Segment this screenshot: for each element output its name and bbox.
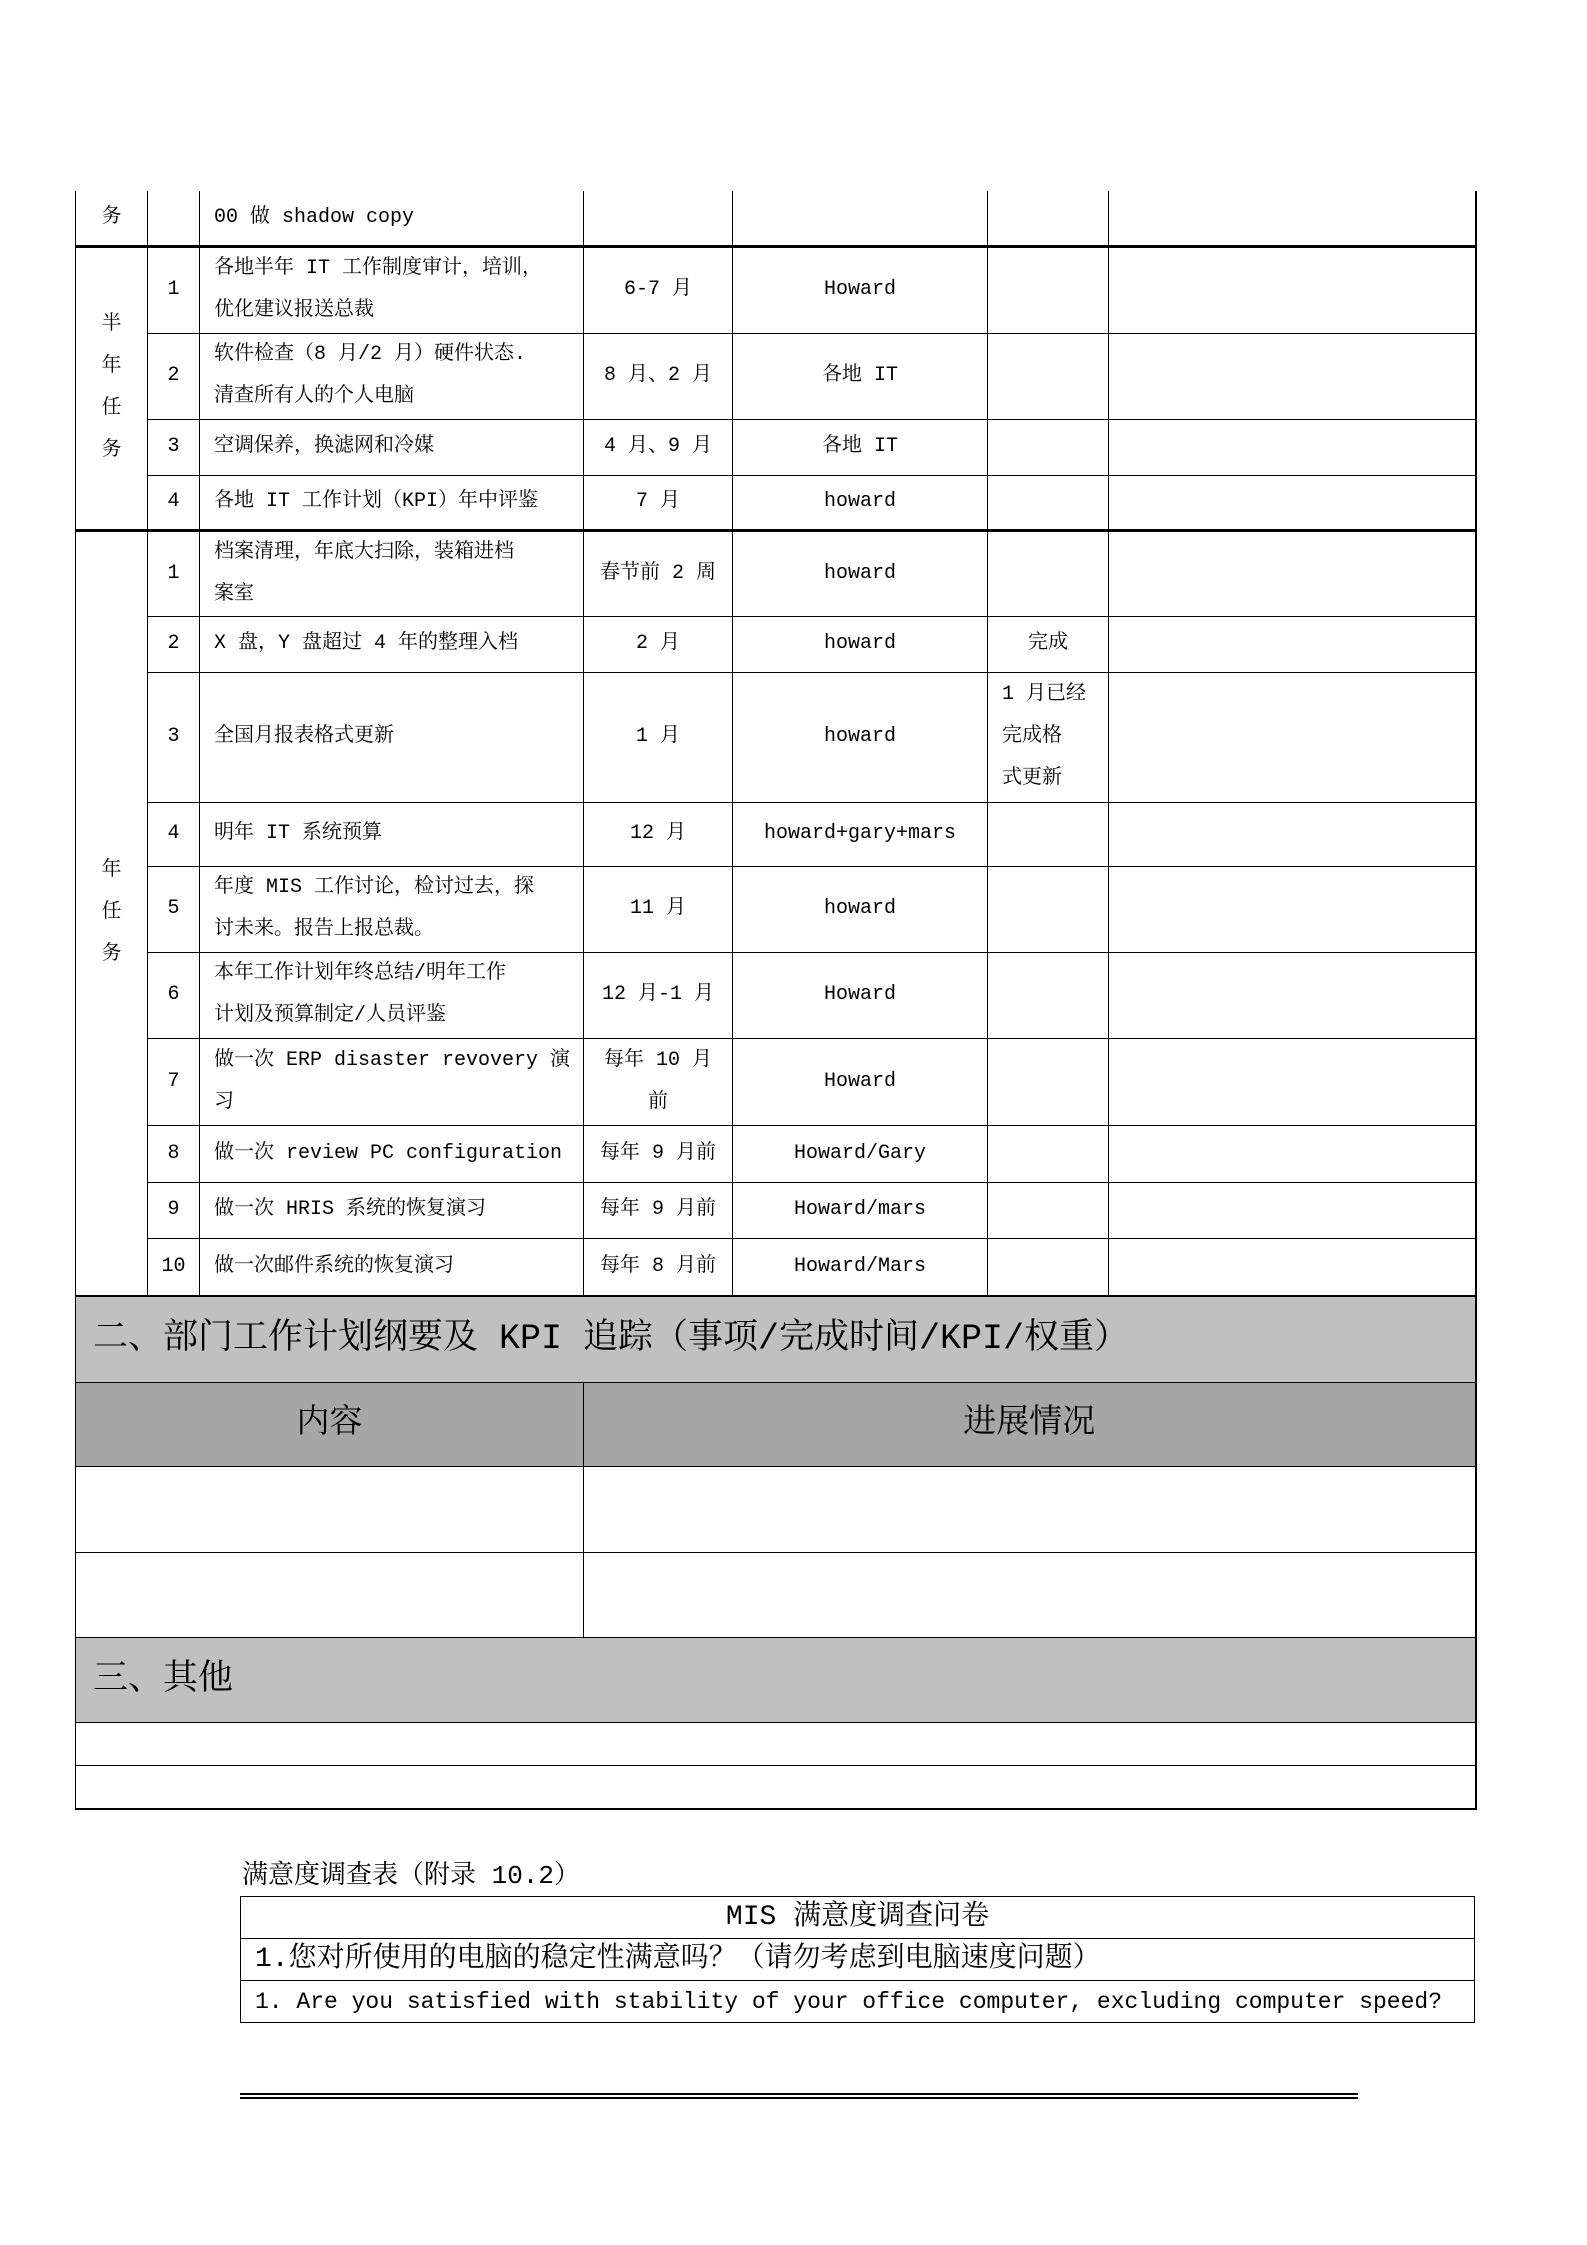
- note-cell: [1109, 1038, 1476, 1125]
- owner-cell: howard: [733, 672, 988, 802]
- other-cell: [76, 1765, 1476, 1809]
- task-cell: 各地半年 IT 工作制度审计，培训， 优化建议报送总裁: [200, 246, 584, 333]
- time-cell: 每年 8 月前: [584, 1238, 733, 1296]
- task-cell: 空调保养，换滤网和冷媒: [200, 419, 584, 475]
- owner-cell: [733, 191, 988, 246]
- table-row: [241, 1897, 1475, 1939]
- table-row: [76, 1765, 1476, 1809]
- table-row: [76, 419, 1476, 475]
- time-cell: 7 月: [584, 475, 733, 530]
- note-cell: [1109, 952, 1476, 1038]
- status-cell: [988, 246, 1109, 333]
- item-number-cell: 4: [148, 802, 200, 866]
- time-cell: 每年 9 月前: [584, 1182, 733, 1238]
- progress-cell: [584, 1466, 1476, 1552]
- note-cell: [1109, 1238, 1476, 1296]
- item-number-cell: 3: [148, 419, 200, 475]
- table-row: [76, 475, 1476, 530]
- time-cell: [584, 191, 733, 246]
- survey-caption: 满意度调查表（附录 10.2）: [242, 1861, 581, 1891]
- time-cell: 4 月、9 月: [584, 419, 733, 475]
- status-cell: [988, 475, 1109, 530]
- item-number-cell: 7: [148, 1038, 200, 1125]
- status-cell: [988, 802, 1109, 866]
- owner-cell: Howard/Gary: [733, 1125, 988, 1182]
- time-cell: 12 月-1 月: [584, 952, 733, 1038]
- task-cell: 做一次 ERP disaster revovery 演 习: [200, 1038, 584, 1125]
- category-label: 年任务: [101, 859, 122, 967]
- owner-cell: Howard: [733, 246, 988, 333]
- owner-cell: Howard/Mars: [733, 1238, 988, 1296]
- note-cell: [1109, 802, 1476, 866]
- table-row: [76, 1466, 1476, 1552]
- item-number-cell: [148, 191, 200, 246]
- status-cell: [988, 333, 1109, 419]
- column-header-progress: 进展情况: [584, 1382, 1476, 1466]
- section-heading: 二、部门工作计划纲要及 KPI 追踪（事项/完成时间/KPI/权重）: [76, 1296, 1476, 1382]
- item-number-cell: 1: [148, 246, 200, 333]
- note-cell: [1109, 1125, 1476, 1182]
- table-row: [76, 802, 1476, 866]
- category-label: 务: [101, 205, 122, 229]
- table-row: [241, 1981, 1475, 2023]
- column-header-content: 内容: [76, 1382, 584, 1466]
- status-cell: [988, 419, 1109, 475]
- table-row: [76, 246, 1476, 333]
- owner-cell: howard: [733, 866, 988, 952]
- note-cell: [1109, 616, 1476, 672]
- table-row: [76, 1038, 1476, 1125]
- item-number-cell: 2: [148, 333, 200, 419]
- task-cell: 做一次邮件系统的恢复演习: [200, 1238, 584, 1296]
- task-cell: 各地 IT 工作计划（KPI）年中评鉴: [200, 475, 584, 530]
- note-cell: [1109, 672, 1476, 802]
- item-number-cell: 9: [148, 1182, 200, 1238]
- time-cell: 每年 10 月 前: [584, 1038, 733, 1125]
- table-row: [76, 530, 1476, 616]
- owner-cell: 各地 IT: [733, 419, 988, 475]
- owner-cell: 各地 IT: [733, 333, 988, 419]
- survey-table: [240, 1896, 1475, 2023]
- item-number-cell: 6: [148, 952, 200, 1038]
- owner-cell: howard: [733, 530, 988, 616]
- table-row: [76, 191, 1476, 246]
- table-row: [76, 1637, 1476, 1722]
- owner-cell: Howard: [733, 952, 988, 1038]
- section-heading: 三、其他: [76, 1637, 1476, 1722]
- survey-question-en: 1. Are you satisfied with stability of your office computer, excluding computer speed?: [241, 1981, 1475, 2023]
- table-row: [76, 1296, 1476, 1382]
- note-cell: [1109, 1182, 1476, 1238]
- table-row: [76, 1182, 1476, 1238]
- table-row: [76, 1552, 1476, 1637]
- task-cell: X 盘，Y 盘超过 4 年的整理入档: [200, 616, 584, 672]
- status-cell: 1 月已经 完成格 式更新: [988, 672, 1109, 802]
- owner-cell: Howard/mars: [733, 1182, 988, 1238]
- time-cell: 每年 9 月前: [584, 1125, 733, 1182]
- table-row: [76, 333, 1476, 419]
- table-row: [241, 1939, 1475, 1981]
- task-cell: 档案清理，年底大扫除，装箱进档 案室: [200, 530, 584, 616]
- survey-title: MIS 满意度调查问卷: [241, 1897, 1475, 1939]
- item-number-cell: 10: [148, 1238, 200, 1296]
- time-cell: 12 月: [584, 802, 733, 866]
- task-cell: 本年工作计划年终总结/明年工作 计划及预算制定/人员评鉴: [200, 952, 584, 1038]
- item-number-cell: 2: [148, 616, 200, 672]
- status-cell: [988, 952, 1109, 1038]
- note-cell: [1109, 530, 1476, 616]
- item-number-cell: 8: [148, 1125, 200, 1182]
- work-plan-table: [75, 191, 1477, 1810]
- table-row: [76, 1382, 1476, 1466]
- table-row: [76, 866, 1476, 952]
- task-cell: 软件检查（8 月/2 月）硬件状态. 清查所有人的个人电脑: [200, 333, 584, 419]
- category-cell: [76, 246, 148, 530]
- note-cell: [1109, 333, 1476, 419]
- time-cell: 6-7 月: [584, 246, 733, 333]
- table-row: [76, 952, 1476, 1038]
- item-number-cell: 1: [148, 530, 200, 616]
- table-row: [76, 616, 1476, 672]
- table-row: [76, 1722, 1476, 1765]
- status-cell: [988, 1038, 1109, 1125]
- task-cell: 00 做 shadow copy: [200, 191, 584, 246]
- task-cell: 做一次 review PC configuration: [200, 1125, 584, 1182]
- status-cell: [988, 1238, 1109, 1296]
- content-cell: [76, 1552, 584, 1637]
- task-cell: 年度 MIS 工作讨论，检讨过去，探 讨未来。报告上报总裁。: [200, 866, 584, 952]
- progress-cell: [584, 1552, 1476, 1637]
- status-cell: [988, 866, 1109, 952]
- content-cell: [76, 1466, 584, 1552]
- footer-double-rule: [240, 2093, 1358, 2099]
- table-row: [76, 1125, 1476, 1182]
- status-cell: [988, 530, 1109, 616]
- status-cell: [988, 1182, 1109, 1238]
- task-cell: 全国月报表格式更新: [200, 672, 584, 802]
- time-cell: 春节前 2 周: [584, 530, 733, 616]
- status-cell: 完成: [988, 616, 1109, 672]
- owner-cell: Howard: [733, 1038, 988, 1125]
- item-number-cell: 3: [148, 672, 200, 802]
- task-cell: 明年 IT 系统预算: [200, 802, 584, 866]
- table-row: [76, 672, 1476, 802]
- owner-cell: howard: [733, 616, 988, 672]
- category-cell: [76, 530, 148, 1296]
- time-cell: 11 月: [584, 866, 733, 952]
- note-cell: [1109, 191, 1476, 246]
- table-row: [76, 1238, 1476, 1296]
- note-cell: [1109, 246, 1476, 333]
- item-number-cell: 5: [148, 866, 200, 952]
- other-cell: [76, 1722, 1476, 1765]
- time-cell: 2 月: [584, 616, 733, 672]
- status-cell: [988, 1125, 1109, 1182]
- survey-question-zh: 1.您对所使用的电脑的稳定性满意吗？（请勿考虑到电脑速度问题）: [241, 1939, 1475, 1981]
- item-number-cell: 4: [148, 475, 200, 530]
- note-cell: [1109, 419, 1476, 475]
- time-cell: 8 月、2 月: [584, 333, 733, 419]
- owner-cell: howard: [733, 475, 988, 530]
- task-cell: 做一次 HRIS 系统的恢复演习: [200, 1182, 584, 1238]
- status-cell: [988, 191, 1109, 246]
- category-label: 半年任务: [101, 313, 122, 462]
- category-cell: [76, 191, 148, 246]
- owner-cell: howard+gary+mars: [733, 802, 988, 866]
- time-cell: 1 月: [584, 672, 733, 802]
- note-cell: [1109, 475, 1476, 530]
- note-cell: [1109, 866, 1476, 952]
